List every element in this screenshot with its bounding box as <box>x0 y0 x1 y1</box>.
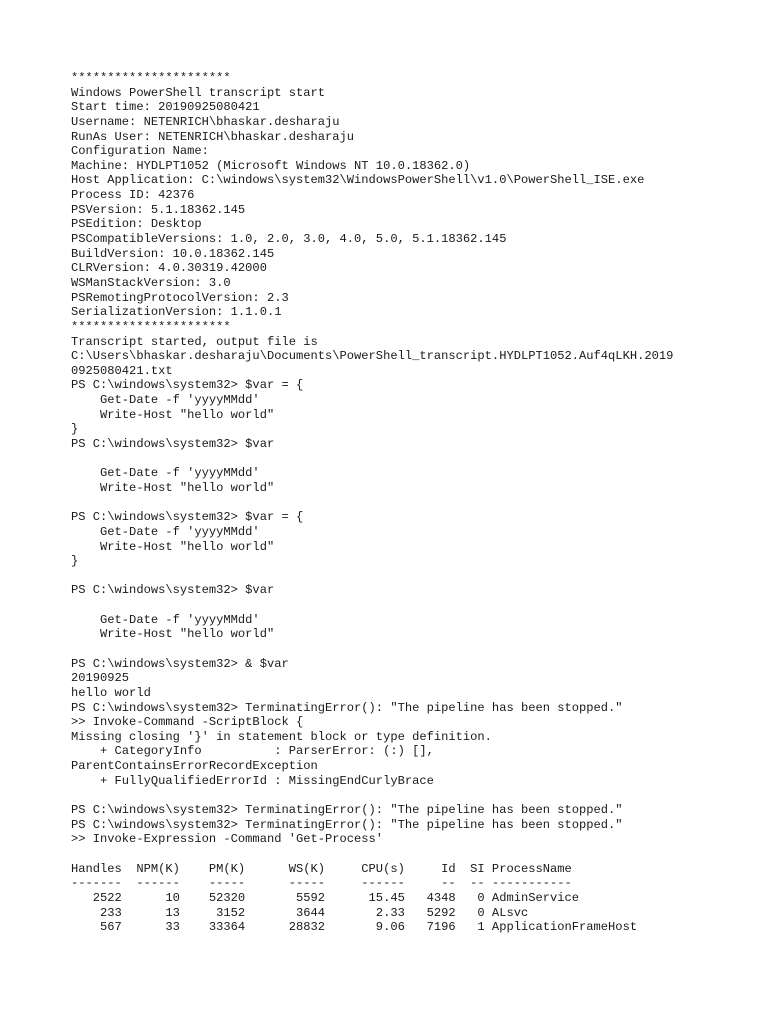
transcript-line <box>71 642 761 657</box>
transcript-line: RunAs User: NETENRICH\bhaskar.desharaju <box>71 129 355 144</box>
transcript-line: } <box>71 422 79 437</box>
transcript-line: ParentContainsErrorRecordException <box>71 759 318 774</box>
transcript-line: PSCompatibleVersions: 1.0, 2.0, 3.0, 4.0, 5.0, 5.1.18362.145 <box>71 232 507 247</box>
transcript-line: 20190925 <box>71 671 130 686</box>
transcript-line: PSRemotingProtocolVersion: 2.3 <box>71 290 289 305</box>
transcript-line: Handles NPM(K) PM(K) WS(K) CPU(s) Id SI ProcessName <box>71 861 572 876</box>
transcript-line: PS C:\windows\system32> $var <box>71 437 275 452</box>
transcript-line: hello world <box>71 685 151 700</box>
transcript-line <box>71 496 761 511</box>
transcript-line: SerializationVersion: 1.1.0.1 <box>71 305 282 320</box>
transcript-line: ********************** <box>71 71 231 85</box>
transcript-line: Get-Date -f 'yyyyMMdd' <box>71 612 260 627</box>
transcript-line: PSVersion: 5.1.18362.145 <box>71 202 246 217</box>
transcript-line: ------- ------ ----- ----- ------ -- -- ----------- <box>71 876 572 891</box>
transcript-line: Transcript started, output file is <box>71 334 318 349</box>
transcript-line <box>71 452 761 467</box>
transcript-line: PS C:\windows\system32> $var = { <box>71 510 304 525</box>
transcript-line: ********************** <box>71 319 231 334</box>
transcript-line: Get-Date -f 'yyyyMMdd' <box>71 466 260 481</box>
transcript-line: Write-Host "hello world" <box>71 407 275 422</box>
transcript-line: CLRVersion: 4.0.30319.42000 <box>71 261 267 276</box>
powershell-transcript <box>71 71 761 935</box>
transcript-line: WSManStackVersion: 3.0 <box>71 275 231 290</box>
transcript-line: Write-Host "hello world" <box>71 539 275 554</box>
transcript-line: 0925080421.txt <box>71 363 173 378</box>
transcript-line: Process ID: 42376 <box>71 188 195 203</box>
transcript-line: Configuration Name: <box>71 144 217 159</box>
transcript-line: } <box>71 554 79 569</box>
transcript-line: Host Application: C:\windows\system32\WindowsPowerShell\v1.0\PowerShell_ISE.exe <box>71 173 645 188</box>
transcript-line: Get-Date -f 'yyyyMMdd' <box>71 393 260 408</box>
transcript-line: C:\Users\bhaskar.desharaju\Documents\PowerShell_transcript.HYDLPT1052.Auf4qLKH.2019 <box>71 349 674 364</box>
transcript-line <box>71 847 761 862</box>
transcript-line: Start time: 20190925080421 <box>71 100 260 115</box>
transcript-line: Write-Host "hello world" <box>71 480 275 495</box>
transcript-line: PS C:\windows\system32> & $var <box>71 656 289 671</box>
transcript-line: >> Invoke-Command -ScriptBlock { <box>71 715 304 730</box>
transcript-line <box>71 788 761 803</box>
transcript-line: PS C:\windows\system32> $var = { <box>71 378 304 393</box>
transcript-line: Windows PowerShell transcript start <box>71 85 326 100</box>
transcript-line: Username: NETENRICH\bhaskar.desharaju <box>71 114 340 129</box>
transcript-line: BuildVersion: 10.0.18362.145 <box>71 246 275 261</box>
transcript-line: PS C:\windows\system32> TerminatingError(): "The pipeline has been stopped." <box>71 700 623 715</box>
transcript-line: + FullyQualifiedErrorId : MissingEndCurlyBrace <box>71 773 434 788</box>
transcript-line <box>71 569 761 584</box>
transcript-line: PSEdition: Desktop <box>71 217 202 232</box>
transcript-line: Write-Host "hello world" <box>71 627 275 642</box>
transcript-line: PS C:\windows\system32> TerminatingError(): "The pipeline has been stopped." <box>71 817 623 832</box>
transcript-line: >> Invoke-Expression -Command 'Get-Process' <box>71 832 384 847</box>
transcript-line: 567 33 33364 28832 9.06 7196 1 ApplicationFrameHost <box>71 920 638 935</box>
transcript-line: 233 13 3152 3644 2.33 5292 0 ALsvc <box>71 905 529 920</box>
transcript-line <box>71 598 761 613</box>
transcript-line: Missing closing '}' in statement block or type definition. <box>71 729 492 744</box>
transcript-line: PS C:\windows\system32> TerminatingError(): "The pipeline has been stopped." <box>71 803 623 818</box>
transcript-line: Machine: HYDLPT1052 (Microsoft Windows NT 10.0.18362.0) <box>71 158 471 173</box>
transcript-line: PS C:\windows\system32> $var <box>71 583 275 598</box>
transcript-line: Get-Date -f 'yyyyMMdd' <box>71 524 260 539</box>
transcript-line: + CategoryInfo : ParserError: (:) [], <box>71 744 434 759</box>
transcript-line: 2522 10 52320 5592 15.45 4348 0 AdminService <box>71 890 580 905</box>
